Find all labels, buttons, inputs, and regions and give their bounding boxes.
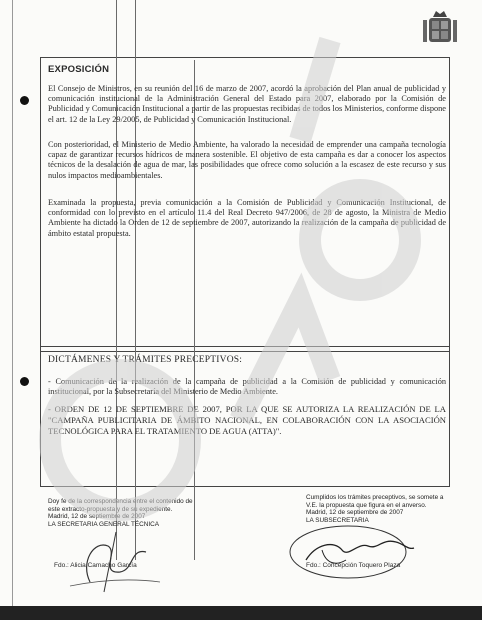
punch-hole-icon (20, 96, 29, 105)
section-divider (40, 351, 450, 352)
scan-edge-bar (0, 606, 482, 620)
signature-left-line-1: Doy fe de la correspondencia entre el contenido de (48, 498, 193, 505)
signature-left-line-3: Madrid, 12 de septiembre de 2007 (48, 513, 146, 521)
signature-right-line-1: Cumplidos los trámites preceptivos, se somete a (306, 494, 444, 501)
signature-left-line-4: LA SECRETARIA GENERAL TÉCNICA (48, 520, 160, 528)
punch-hole-icon (20, 377, 29, 386)
signature-right-name: Fdo.: Concepción Toquero Plaza (306, 562, 401, 569)
dictamenes-paragraph-2: - ORDEN DE 12 DE SEPTIEMBRE DE 2007, POR LA QUE SE AUTORIZA LA REALIZACIÓN DE LA "CAMPAÑA PUBLICITARIA DE ÁMBITO NACIONAL, EN COLABORACIÓN CON LA ASOCIACIÓN TECNOLÓGICA PARA EL TRATAMIENTO DE AGUA (ATTA)". (48, 404, 446, 436)
signature-left-name: Fdo.: Alicia Camacho García (54, 562, 137, 569)
handwritten-signature-left (60, 522, 170, 596)
signature-right-line-4: LA SUBSECRETARIA (306, 516, 369, 524)
handwritten-signature-right (286, 520, 426, 590)
section-divider (40, 346, 450, 347)
dictamenes-title: DICTÁMENES Y TRÁMITES PRECEPTIVOS: (48, 355, 243, 365)
coat-of-arms-icon (421, 8, 459, 48)
dictamenes-paragraph-1: - Comunicación de la realización de la campaña de publicidad a la Comisión de publicidad y comunicación institucional, por la Subsecretaría del Ministerio de Medio Ambiente. (48, 377, 446, 397)
signature-left-line-2: este extracto-propuesta y de su expediente. (48, 505, 173, 513)
signature-right-line-3: Madrid, 12 de septiembre de 2007 (306, 509, 404, 517)
exposicion-paragraph-2: Con posterioridad, el Ministerio de Medio Ambiente, ha valorado la necesidad de emprender una campaña tecnología capaz de garantizar recursos hídricos de manera sostenible. El objetivo de esta campaña es dar a conocer los aspectos técnicos de la desalación de agua de mar, las posibilidades que ofrece como solución a la escasez de este recurso y sus nulos impactos medioambientales. (48, 140, 446, 180)
fold-line (194, 60, 195, 560)
exposicion-paragraph-1: El Consejo de Ministros, en su reunión del 16 de marzo de 2007, acordó la aprobación del Plan anual de publicidad y comunicación institucional de la Administración General del Estado para 2007, elaborado por la Comisión de Publicidad y Comunicación Institucional a partir de las propuestas recibidas de todos los Ministerios, conforme dispone el art. 12 de la Ley 29/2005, de Publicidad y Comunicación Institucional. (48, 84, 446, 124)
fold-line (12, 0, 13, 606)
signature-right-line-2: V.E. la propuesta que figura en el anverso. (306, 501, 427, 509)
exposicion-paragraph-3: Examinada la propuesta, previa comunicación a la Comisión de Publicidad y Comunicación Institucional, de conformidad con lo previsto en el artículo 11.4 del Real Decreto 947/2006, de 28 de agosto, la Ministra de Medio Ambiente ha dictado la Orden de 12 de septiembre de 2007, autorizando la realización de la campaña de publicidad de ámbito estatal propuesta. (48, 198, 446, 238)
exposicion-title: EXPOSICIÓN (48, 64, 110, 75)
